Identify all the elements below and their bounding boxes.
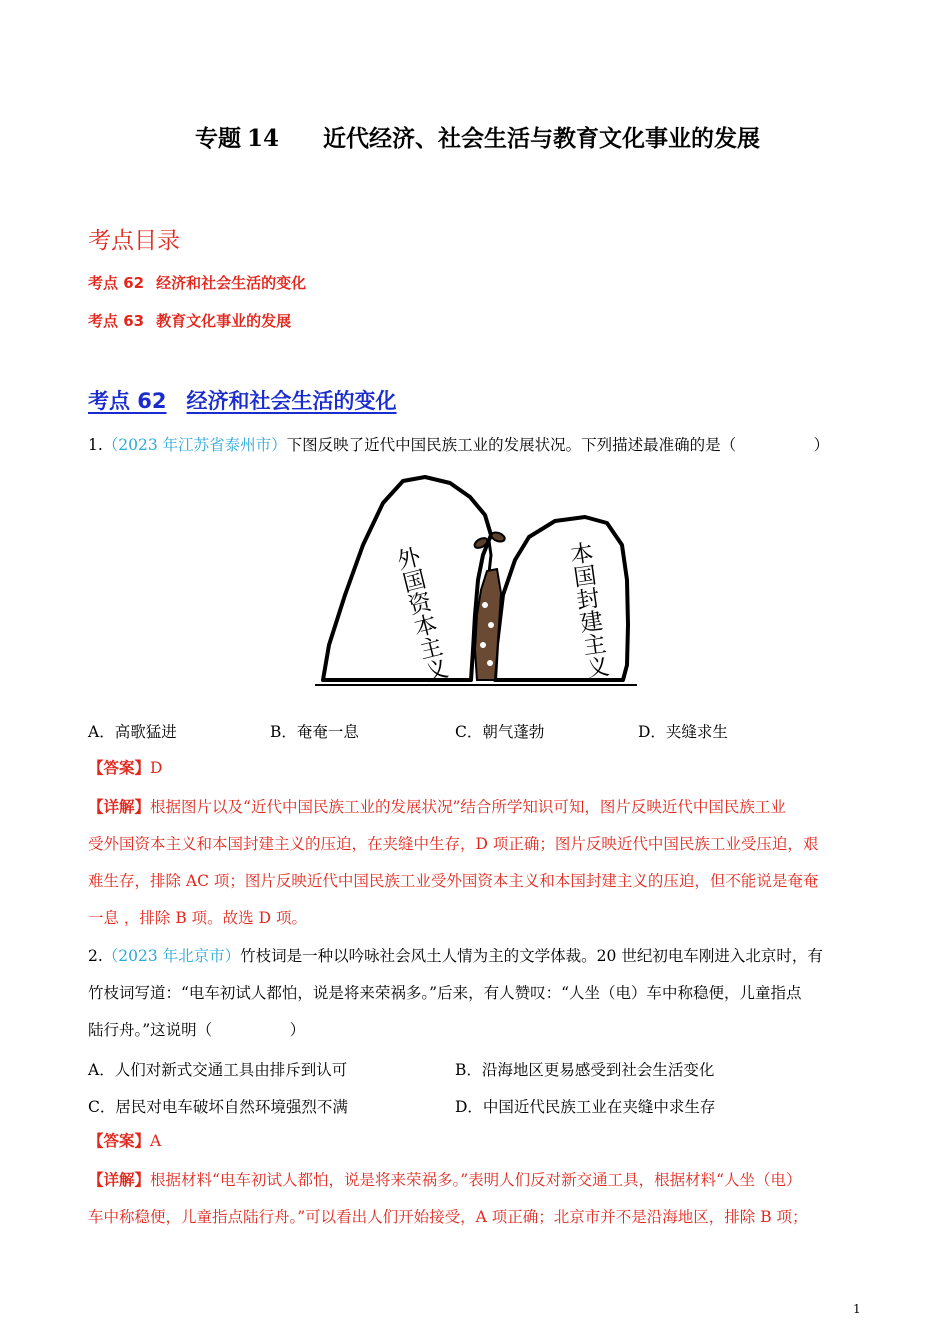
explain-text: 根据图片以及“近代中国民族工业的发展状况”结合所学知识可知，图片反映近代中国民族工业 [150,798,786,816]
answer-value: A [150,1132,162,1150]
q2-number: 2. [88,947,103,965]
title-number: 14 [247,125,280,152]
explain-tag: 【详解】 [88,1170,151,1189]
toc-item-label: 经济和社会生活的变化 [156,274,307,292]
q2-option-c[interactable]: C．居民对电车破坏自然环境强烈不满 [88,1098,348,1116]
rock-char: 国 [571,562,599,592]
q1-option-a[interactable]: A．高歌猛进 [88,723,177,741]
q1-source: （2023 年江苏省泰州市） [102,436,287,454]
rock-char: 国 [400,566,429,598]
q2-answer [88,1128,161,1154]
q2-option-d[interactable]: D．中国近代民族工业在夹缝中求生存 [455,1098,716,1116]
rock-char: 资 [405,588,435,620]
rock-char: 义 [422,655,452,687]
q1-option-d[interactable]: D．夹缝求生 [638,723,728,741]
q2-stem-line: 陆行舟。”这说明（ ） [88,1021,306,1039]
rock-char: 建 [578,608,605,638]
rock-char: 义 [584,653,612,683]
toc-heading: 考点目录 [88,228,180,254]
page-number: 1 [853,1302,861,1316]
q1-stem-text: 下图反映了近代中国民族工业的发展状况。下列描述最准确的是（ ） [286,436,830,454]
q1-cartoon-figure [315,475,637,693]
q1-stem [88,432,829,458]
toc-item-62[interactable] [88,272,306,293]
toc-item-code: 考点 62 [88,274,145,292]
explain-tag: 【详解】 [88,797,151,816]
rock-char: 本 [411,611,440,643]
rock-char: 封 [575,585,602,615]
q2-option-a[interactable]: A．人们对新式交通工具由排斥到认可 [88,1061,348,1079]
title-text: 近代经济、社会生活与教育文化事业的发展 [323,125,761,152]
rock-char: 主 [581,631,608,661]
q2-stem-text: 竹枝词是一种以吟咏社会风土人情为主的文学体裁。20 世纪初电车刚进入北京时，有 [240,947,823,965]
page-title [195,120,760,153]
toc-item-63[interactable] [88,310,291,331]
q2-option-b[interactable]: B．沿海地区更易感受到社会生活变化 [455,1061,715,1079]
toc-item-label: 教育文化事业的发展 [156,312,292,330]
rock-char: 本 [568,540,596,570]
explain-line [88,1161,868,1199]
rock-char: 外 [394,544,424,576]
section-label: 经济和社会生活的变化 [186,389,397,413]
q2-stem-line: 竹枝词写道：“电车初试人都怕，说是将来荣祸多。”后来，有人赞叹：“人坐（电）车中称稳便，儿童指点 [88,984,802,1002]
explain-line: 难生存，排除 AC 项；图片反映近代中国民族工业受外国资本主义和本国封建主义的压迫，但不能说是奄奄 [88,872,819,890]
explain-line [88,788,868,826]
title-prefix: 专题 [195,125,241,152]
answer-value: D [150,759,163,777]
q2-explanation [88,1161,868,1236]
section-heading-link[interactable] [88,385,397,415]
explain-line: 一息 ，排除 B 项。故选 D 项。 [88,909,307,927]
q2-stem-line [88,938,868,975]
explain-text: 根据材料“电车初试人都怕，说是将来荣祸多。”表明人们反对新交通工具，根据材料“人坐（电） [150,1171,802,1189]
q1-explanation [88,788,868,937]
toc-item-code: 考点 63 [88,312,145,330]
q1-answer [88,755,162,781]
section-code: 考点 62 [88,389,167,413]
explain-line: 受外国资本主义和本国封建主义的压迫，在夹缝中生存，D 项正确；图片反映近代中国民族工业受压迫，艰 [88,835,819,853]
answer-tag: 【答案】 [88,1131,151,1150]
explain-line: 车中称稳便，儿童指点陆行舟。”可以看出人们开始接受，A 项正确；北京市并不是沿海地区，排除 B 项； [88,1208,808,1226]
q2-source: （2023 年北京市） [102,947,241,965]
rock-char: 主 [416,633,446,665]
q1-option-c[interactable]: C．朝气蓬勃 [455,723,545,741]
answer-tag: 【答案】 [88,758,151,777]
q1-number: 1. [88,436,103,454]
q1-option-b[interactable]: B．奄奄一息 [270,723,359,741]
sprout-leaf-right [490,531,506,543]
q2-stem [88,938,868,1049]
